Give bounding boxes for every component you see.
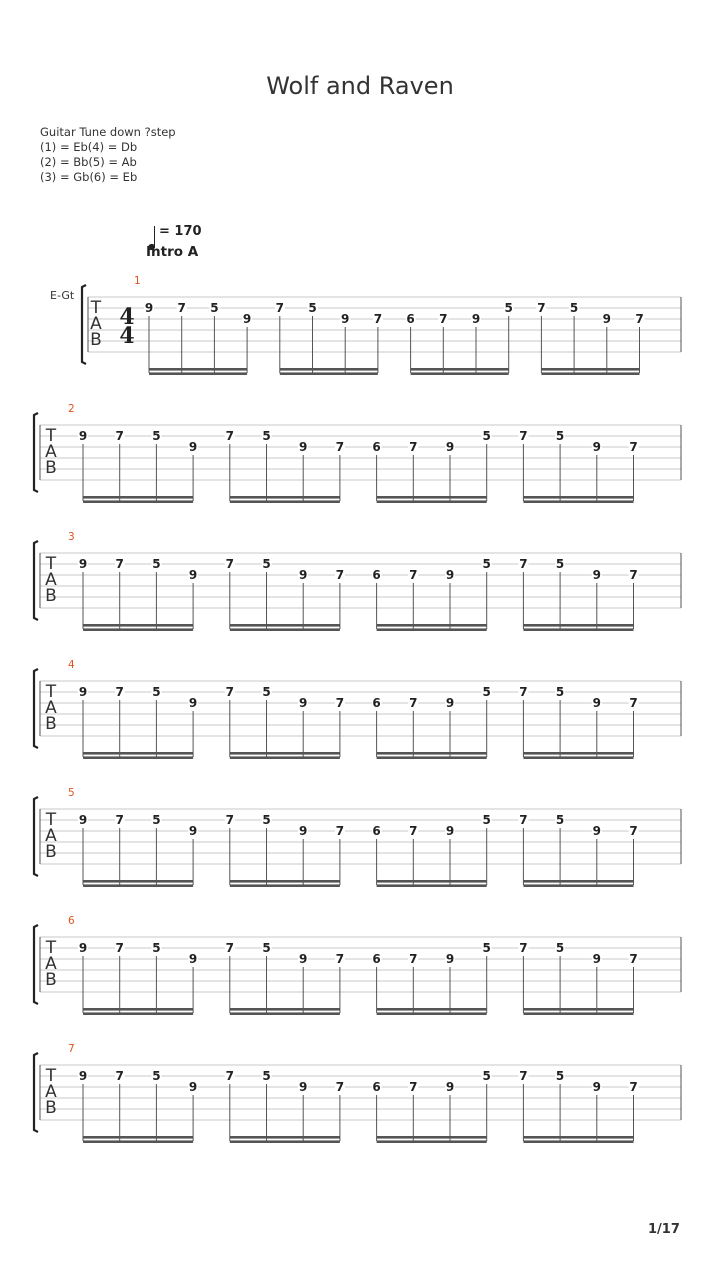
beam [83, 624, 193, 627]
beam [83, 628, 193, 631]
fret-number: 9 [188, 568, 198, 582]
section-label: Intro A [146, 244, 199, 260]
beam [83, 496, 193, 499]
tab-clef-letter: B [45, 970, 57, 990]
fret-number: 7 [635, 312, 644, 326]
fret-number: 9 [144, 301, 154, 315]
beam [230, 884, 340, 887]
beam [523, 500, 633, 503]
tab-clef-letter: B [90, 330, 102, 350]
tab-clef-letter: A [45, 826, 57, 846]
fret-number: 9 [592, 696, 601, 710]
fret-number: 7 [335, 440, 345, 454]
fret-number: 7 [629, 440, 638, 454]
beam [83, 1140, 193, 1143]
fret-number: 9 [188, 1080, 198, 1094]
system-bracket [34, 925, 38, 1004]
system-bracket [34, 413, 38, 492]
fret-number: 5 [152, 1069, 161, 1083]
fret-number: 7 [335, 696, 345, 710]
system-bracket [34, 797, 38, 876]
fret-number: 7 [409, 952, 418, 966]
beam [377, 1136, 487, 1139]
beam [83, 752, 193, 755]
beam [230, 1012, 340, 1015]
fret-number: 9 [299, 440, 308, 454]
fret-number: 7 [115, 813, 124, 827]
beam [541, 368, 639, 371]
fret-number: 5 [555, 941, 565, 955]
tab-clef-letter: A [45, 442, 57, 462]
fret-number: 9 [592, 568, 601, 582]
fret-number: 9 [592, 824, 601, 838]
fret-number: 7 [225, 429, 234, 443]
fret-number: 5 [504, 301, 513, 315]
measure-number: 1 [134, 275, 141, 287]
fret-number: 5 [262, 1069, 271, 1083]
fret-number: 9 [445, 696, 455, 710]
beam [523, 1140, 633, 1143]
beam [523, 624, 633, 627]
tab-clef-letter: B [45, 1098, 57, 1118]
measure-number: 3 [68, 531, 75, 543]
fret-number: 7 [373, 312, 383, 326]
fret-number: 9 [592, 952, 601, 966]
fret-number: 5 [482, 685, 491, 699]
fret-number: 7 [629, 696, 638, 710]
fret-number: 5 [152, 685, 161, 699]
song-title: Wolf and Raven [266, 72, 454, 100]
fret-number: 5 [152, 429, 161, 443]
beam [230, 756, 340, 759]
fret-number: 9 [78, 685, 88, 699]
tab-clef-letter: T [90, 298, 102, 318]
system-bracket [82, 285, 86, 364]
tab-clef-letter: B [45, 586, 57, 606]
fret-number: 5 [555, 1069, 565, 1083]
fret-number: 9 [445, 568, 455, 582]
fret-number: 9 [78, 429, 88, 443]
fret-number: 5 [308, 301, 317, 315]
beam [523, 880, 633, 883]
fret-number: 9 [299, 824, 308, 838]
beam [523, 496, 633, 499]
tab-clef-letter: A [45, 570, 57, 590]
tab-clef-letter: A [45, 954, 57, 974]
fret-number: 5 [262, 685, 271, 699]
fret-number: 5 [482, 557, 491, 571]
fret-number: 7 [115, 941, 124, 955]
beam [280, 372, 378, 375]
fret-number: 7 [519, 429, 528, 443]
fret-number: 7 [335, 568, 345, 582]
beam [280, 368, 378, 371]
fret-number: 7 [225, 941, 234, 955]
fret-number: 7 [519, 813, 528, 827]
tab-clef-letter: T [45, 682, 57, 702]
measure-number: 7 [68, 1043, 75, 1055]
tab-clef-letter: A [90, 314, 102, 334]
fret-number: 9 [445, 440, 455, 454]
fret-number: 7 [225, 1069, 234, 1083]
fret-number: 7 [115, 685, 124, 699]
fret-number: 7 [629, 568, 638, 582]
fret-number: 7 [115, 1069, 124, 1083]
fret-number: 7 [225, 813, 234, 827]
tab-clef-letter: T [45, 426, 57, 446]
tab-clef-letter: T [45, 810, 57, 830]
beam [149, 372, 247, 375]
measure-number: 5 [68, 787, 75, 799]
fret-number: 9 [592, 1080, 601, 1094]
beam [377, 624, 487, 627]
fret-number: 5 [262, 429, 271, 443]
instrument-label: E-Gt [50, 289, 75, 302]
fret-number: 6 [372, 440, 381, 454]
beam [230, 752, 340, 755]
tuning-line: (1) = Eb(4) = Db [40, 140, 138, 154]
beam [523, 752, 633, 755]
tempo-value: = 170 [159, 224, 202, 239]
fret-number: 9 [188, 952, 198, 966]
fret-number: 5 [262, 941, 271, 955]
measure-number: 6 [68, 915, 75, 927]
beam [523, 1012, 633, 1015]
time-signature-bottom: 4 [119, 323, 135, 349]
tab-clef-letter: B [45, 458, 57, 478]
fret-number: 5 [210, 301, 219, 315]
fret-number: 7 [409, 824, 418, 838]
tab-clef-letter: B [45, 714, 57, 734]
system-bracket [34, 541, 38, 620]
fret-number: 5 [262, 557, 271, 571]
fret-number: 6 [372, 568, 381, 582]
measure-number: 2 [68, 403, 75, 415]
fret-number: 9 [299, 952, 308, 966]
fret-number: 7 [115, 429, 124, 443]
beam [230, 500, 340, 503]
beam [230, 1008, 340, 1011]
fret-number: 5 [555, 429, 565, 443]
fret-number: 5 [555, 685, 565, 699]
fret-number: 7 [275, 301, 284, 315]
beam [83, 1008, 193, 1011]
fret-number: 5 [482, 941, 491, 955]
fret-number: 7 [629, 1080, 638, 1094]
beam [377, 752, 487, 755]
fret-number: 7 [629, 824, 638, 838]
beam [377, 496, 487, 499]
fret-number: 7 [439, 312, 448, 326]
beam [377, 884, 487, 887]
fret-number: 5 [482, 429, 491, 443]
fret-number: 6 [372, 952, 381, 966]
beam [411, 372, 509, 375]
beam [377, 1012, 487, 1015]
beam [377, 1008, 487, 1011]
beam [230, 1140, 340, 1143]
fret-number: 9 [299, 1080, 308, 1094]
tuning-line: (3) = Gb(6) = Eb [40, 170, 138, 184]
fret-number: 7 [519, 557, 528, 571]
fret-number: 9 [242, 312, 252, 326]
beam [230, 496, 340, 499]
fret-number: 5 [555, 557, 565, 571]
beam [230, 624, 340, 627]
tab-clef-letter: A [45, 1082, 57, 1102]
fret-number: 5 [152, 557, 161, 571]
beam [83, 884, 193, 887]
system-bracket [34, 669, 38, 748]
beam [523, 756, 633, 759]
fret-number: 9 [78, 941, 88, 955]
fret-number: 5 [152, 941, 161, 955]
fret-number: 5 [262, 813, 271, 827]
fret-number: 5 [555, 813, 565, 827]
fret-number: 7 [519, 685, 528, 699]
fret-number: 9 [341, 312, 350, 326]
fret-number: 9 [188, 440, 198, 454]
fret-number: 6 [372, 824, 381, 838]
fret-number: 7 [409, 1080, 418, 1094]
fret-number: 9 [299, 568, 308, 582]
tab-clef-letter: T [45, 938, 57, 958]
tuning-line: (2) = Bb(5) = Ab [40, 155, 137, 169]
fret-number: 9 [445, 952, 455, 966]
fret-number: 9 [78, 1069, 88, 1083]
beam [523, 884, 633, 887]
fret-number: 5 [569, 301, 579, 315]
beam [83, 1136, 193, 1139]
fret-number: 9 [78, 813, 88, 827]
fret-number: 7 [519, 1069, 528, 1083]
fret-number: 7 [335, 952, 345, 966]
beam [83, 500, 193, 503]
beam [523, 1008, 633, 1011]
fret-number: 9 [602, 312, 611, 326]
fret-number: 7 [335, 1080, 345, 1094]
fret-number: 9 [445, 1080, 455, 1094]
beam [230, 880, 340, 883]
fret-number: 9 [188, 824, 198, 838]
beam [83, 1012, 193, 1015]
tuning-header: Guitar Tune down ?step [40, 125, 176, 139]
fret-number: 7 [409, 696, 418, 710]
fret-number: 7 [225, 685, 234, 699]
fret-number: 9 [592, 440, 601, 454]
fret-number: 6 [406, 312, 415, 326]
tab-clef-letter: T [45, 554, 57, 574]
fret-number: 9 [299, 696, 308, 710]
beam [377, 500, 487, 503]
fret-number: 5 [482, 1069, 491, 1083]
fret-number: 7 [115, 557, 124, 571]
beam [83, 880, 193, 883]
fret-number: 7 [519, 941, 528, 955]
fret-number: 5 [482, 813, 491, 827]
beam [541, 372, 639, 375]
fret-number: 7 [177, 301, 186, 315]
beam [149, 368, 247, 371]
beam [523, 1136, 633, 1139]
measure-number: 4 [68, 659, 75, 671]
page-number: 1/17 [648, 1222, 680, 1237]
tab-clef-letter: A [45, 698, 57, 718]
fret-number: 7 [629, 952, 638, 966]
fret-number: 9 [78, 557, 88, 571]
fret-number: 7 [409, 440, 418, 454]
beam [377, 756, 487, 759]
fret-number: 6 [372, 696, 381, 710]
system-bracket [34, 1053, 38, 1132]
beam [411, 368, 509, 371]
beam [230, 628, 340, 631]
beam [523, 628, 633, 631]
fret-number: 5 [152, 813, 161, 827]
fret-number: 6 [372, 1080, 381, 1094]
tab-clef-letter: B [45, 842, 57, 862]
fret-number: 7 [409, 568, 418, 582]
fret-number: 7 [335, 824, 345, 838]
beam [377, 1140, 487, 1143]
fret-number: 7 [225, 557, 234, 571]
time-signature-top: 4 [119, 304, 135, 330]
fret-number: 9 [445, 824, 455, 838]
beam [377, 628, 487, 631]
fret-number: 9 [471, 312, 481, 326]
fret-number: 9 [188, 696, 198, 710]
beam [230, 1136, 340, 1139]
beam [377, 880, 487, 883]
beam [83, 756, 193, 759]
fret-number: 7 [537, 301, 546, 315]
tab-clef-letter: T [45, 1066, 57, 1086]
